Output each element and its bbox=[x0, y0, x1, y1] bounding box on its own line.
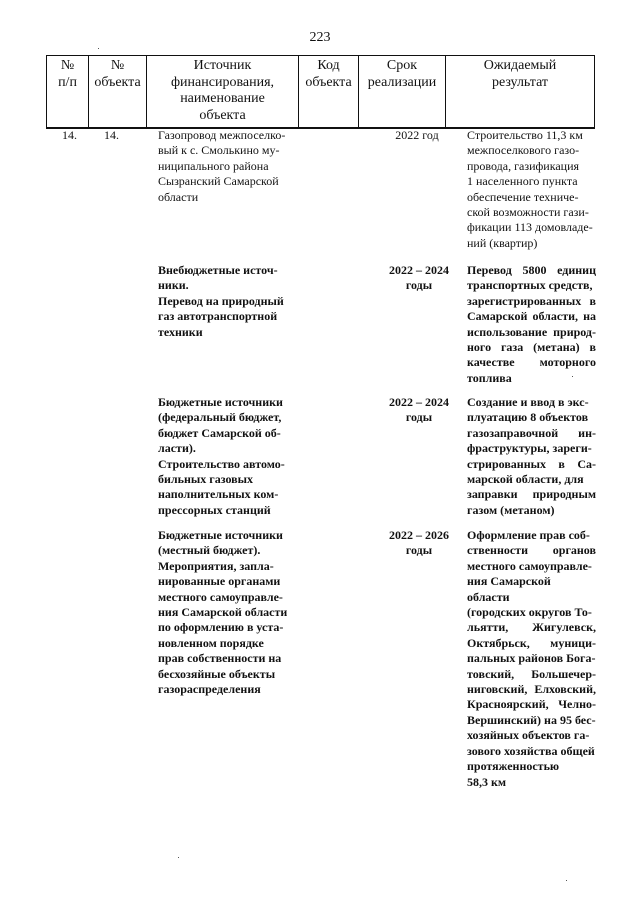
table-header bbox=[46, 55, 595, 129]
header-row-number: № п/п bbox=[47, 56, 89, 129]
object-number: 14. bbox=[104, 128, 119, 142]
block-2-period: 2022 – 2024 годы bbox=[389, 395, 449, 425]
page-number: 223 bbox=[309, 30, 331, 45]
block-3-period: 2022 – 2026 годы bbox=[389, 528, 449, 558]
block-1-period: 2022 – 2024 годы bbox=[389, 263, 449, 293]
block-1-source: Внебюджетные источ- ники. Перевод на природный газ автотранспортной техники bbox=[158, 263, 284, 339]
scan-speck bbox=[566, 880, 567, 881]
block-3-source: Бюджетные источники (местный бюджет). Мероприятия, запла- нированные органами местного самоуправле- ния Самарской области по оформлению в уста- новленном порядке прав собственности на бесхозяйные объекты газораспределения bbox=[158, 528, 288, 697]
block-1-result: Перевод 5800 единиц транспортных средств, зарегистрированных в Самарской области, на использование природ- ного газа (метана) в качестве моторного топлива bbox=[467, 263, 596, 385]
row-result: Строительство 11,3 км межпоселкового газо- провода, газификация 1 населенного пункта обеспечение техниче- ской возможности гази- фикации 113 домовладе- ний (квартир) bbox=[467, 128, 593, 250]
block-2-result: Создание и ввод в экс- плуатацию 8 объектов газозаправочной ин- фраструктуры, зареги- стрированных в Са- марской области, для заправки природным газом (метаном) bbox=[467, 395, 596, 517]
row-period: 2022 год bbox=[395, 128, 439, 142]
row-source: Газопровод межпоселко- вый к с. Смолькино му- ниципального района Сызранский Самарской области bbox=[158, 128, 286, 204]
header-expected-result: Ожидаемый результат bbox=[446, 56, 595, 129]
scan-speck bbox=[572, 376, 573, 377]
header-object-number: № объекта bbox=[89, 56, 147, 129]
block-3-result: Оформление прав соб- ственности органов местного самоуправле- ния Самарской области (городских округов То- льятти, Жигулевск, Октябрьск, муници- пальных районов Бога- товский, Большечер- ниговский, Елховский, Красноярский, Челно- Вершинский) на 95 бес- хозяйных объектов га- зового хозяйства общей протяженностью 58,3 км bbox=[467, 528, 596, 789]
header-object-code: Код объекта bbox=[299, 56, 359, 129]
row-number: 14. bbox=[62, 128, 77, 142]
scan-speck bbox=[98, 48, 99, 49]
block-2-source: Бюджетные источники (федеральный бюджет, бюджет Самарской об- ласти). Строительство автомо- бильных газовых наполнительных ком- прессорных станций bbox=[158, 395, 285, 517]
scan-speck bbox=[178, 857, 179, 858]
header-period: Срок реализации bbox=[359, 56, 446, 129]
header-funding-source: Источник финансирования, наименование объекта bbox=[147, 56, 299, 129]
